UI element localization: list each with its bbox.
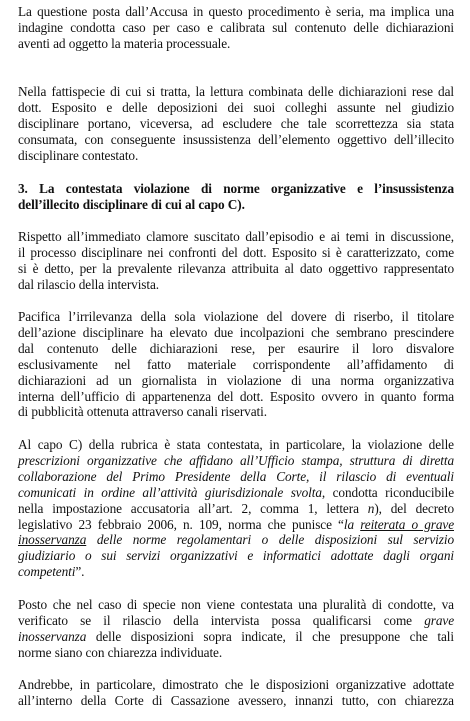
text-line: dal rilascio della intervista. xyxy=(18,276,160,292)
text-line: competenti”. xyxy=(18,564,85,580)
text-line: aventi ad oggetto la materia processuale. xyxy=(18,35,231,51)
text-line: dal contenuto delle dichiarazioni rese, per esaurire il loro disvalore xyxy=(18,340,454,356)
text-line: interna dell’ufficio di appartenenza del dott. Esposito ovvero in quanto forma xyxy=(18,388,454,404)
paragraph-5 xyxy=(18,437,454,580)
text-line: collaborazione del Primo Presidente della Corte, il rilascio di eventuali xyxy=(18,468,454,484)
heading-line: 3. La contestata violazione di norme organizzative e l’insussistenza xyxy=(18,181,454,196)
text-line: dell’azione disciplinare ha elevato due incolpazioni che sembrano prescindere xyxy=(18,324,454,340)
paragraph-1 xyxy=(18,4,454,52)
paragraph-3 xyxy=(18,229,454,293)
paragraph-6 xyxy=(18,597,454,661)
paragraph-4 xyxy=(18,309,454,420)
text-line: dichiarazioni ad un giornalista in violazione di una norma organizzativa xyxy=(18,372,454,388)
text-line: esclusivamente nel fatto materiale corrispondente all’affidamento di xyxy=(18,356,454,372)
text-line: Posto che nel caso di specie non viene contestata una pluralità di condotte, va xyxy=(18,597,454,612)
paragraph-2 xyxy=(18,84,454,164)
text-line: norme siano con chiarezza individuate. xyxy=(18,644,223,660)
text-line: disciplinare portano, viceversa, ad escludere che tale scorrettezza sia stata xyxy=(18,115,454,131)
text-line: si è detto, per la prevalente rilevanza attribuita al dato oggettivo rappresentato xyxy=(18,260,454,276)
text-line: di pubblicità ottenuta attraverso canali riservati. xyxy=(18,404,267,420)
text-line: Pacifica l’irrilevanza della sola violazione del dovere di riserbo, il titolare xyxy=(18,309,454,324)
heading-line: dell’illecito disciplinare di cui al capo C). xyxy=(18,196,245,212)
section-heading xyxy=(18,181,454,213)
text-line: nella impostazione accusatoria all’art. 2, comma 1, lettera n), del decreto xyxy=(18,500,454,516)
text-line: il processo disciplinare nei confronti del dott. Esposito si è caratterizzato, come xyxy=(18,244,454,260)
text-line: La questione posta dall’Accusa in questo procedimento è seria, ma implica una xyxy=(18,4,454,19)
text-line: Andrebbe, in particolare, dimostrato che le disposizioni organizzative adottate xyxy=(18,677,454,692)
text-line: legislativo 23 febbraio 2006, n. 109, norma che punisce “la reiterata o grave xyxy=(18,516,454,532)
text-line: indagine condotta caso per caso e calibrata sul contenuto delle dichiarazioni xyxy=(18,19,454,35)
text-line: Nella fattispecie di cui si tratta, la lettura combinata delle dichiarazioni rese dal xyxy=(18,84,454,99)
text-line: Rispetto all’immediato clamore suscitato dall’episodio e ai temi in discussione, xyxy=(18,229,454,244)
text-line: inosservanza delle disposizioni sopra indicate, il che presuppone che tali xyxy=(18,628,454,644)
text-line: verificato se il rilascio della intervista possa qualificarsi come grave xyxy=(18,612,454,628)
text-line: comunicati in ordine all’attività giurisdizionale svolta, condotta riconducibile xyxy=(18,484,454,500)
text-line: disciplinare contestato. xyxy=(18,147,139,163)
text-line: Al capo C) della rubrica è stata contestata, in particolare, la violazione delle xyxy=(18,437,454,452)
text-line: giudiziario o sui servizi organizzativi e informatici adottate dagli organi xyxy=(18,548,454,564)
text-line: prescrizioni organizzative che affidano all’Ufficio stampa, struttura di diretta xyxy=(18,452,454,468)
text-line: inosservanza delle norme regolamentari o delle disposizioni sul servizio xyxy=(18,532,454,548)
text-line: all’interno della Corte di Cassazione avessero, innanzi tutto, con chiarezza xyxy=(18,692,454,708)
text-line: consumata, con conseguente insussistenza dell’elemento oggettivo dell’illecito xyxy=(18,131,454,147)
text-line: dott. Esposito e delle deposizioni dei suoi colleghi assunte nel giudizio xyxy=(18,99,454,115)
paragraph-7 xyxy=(18,677,454,709)
